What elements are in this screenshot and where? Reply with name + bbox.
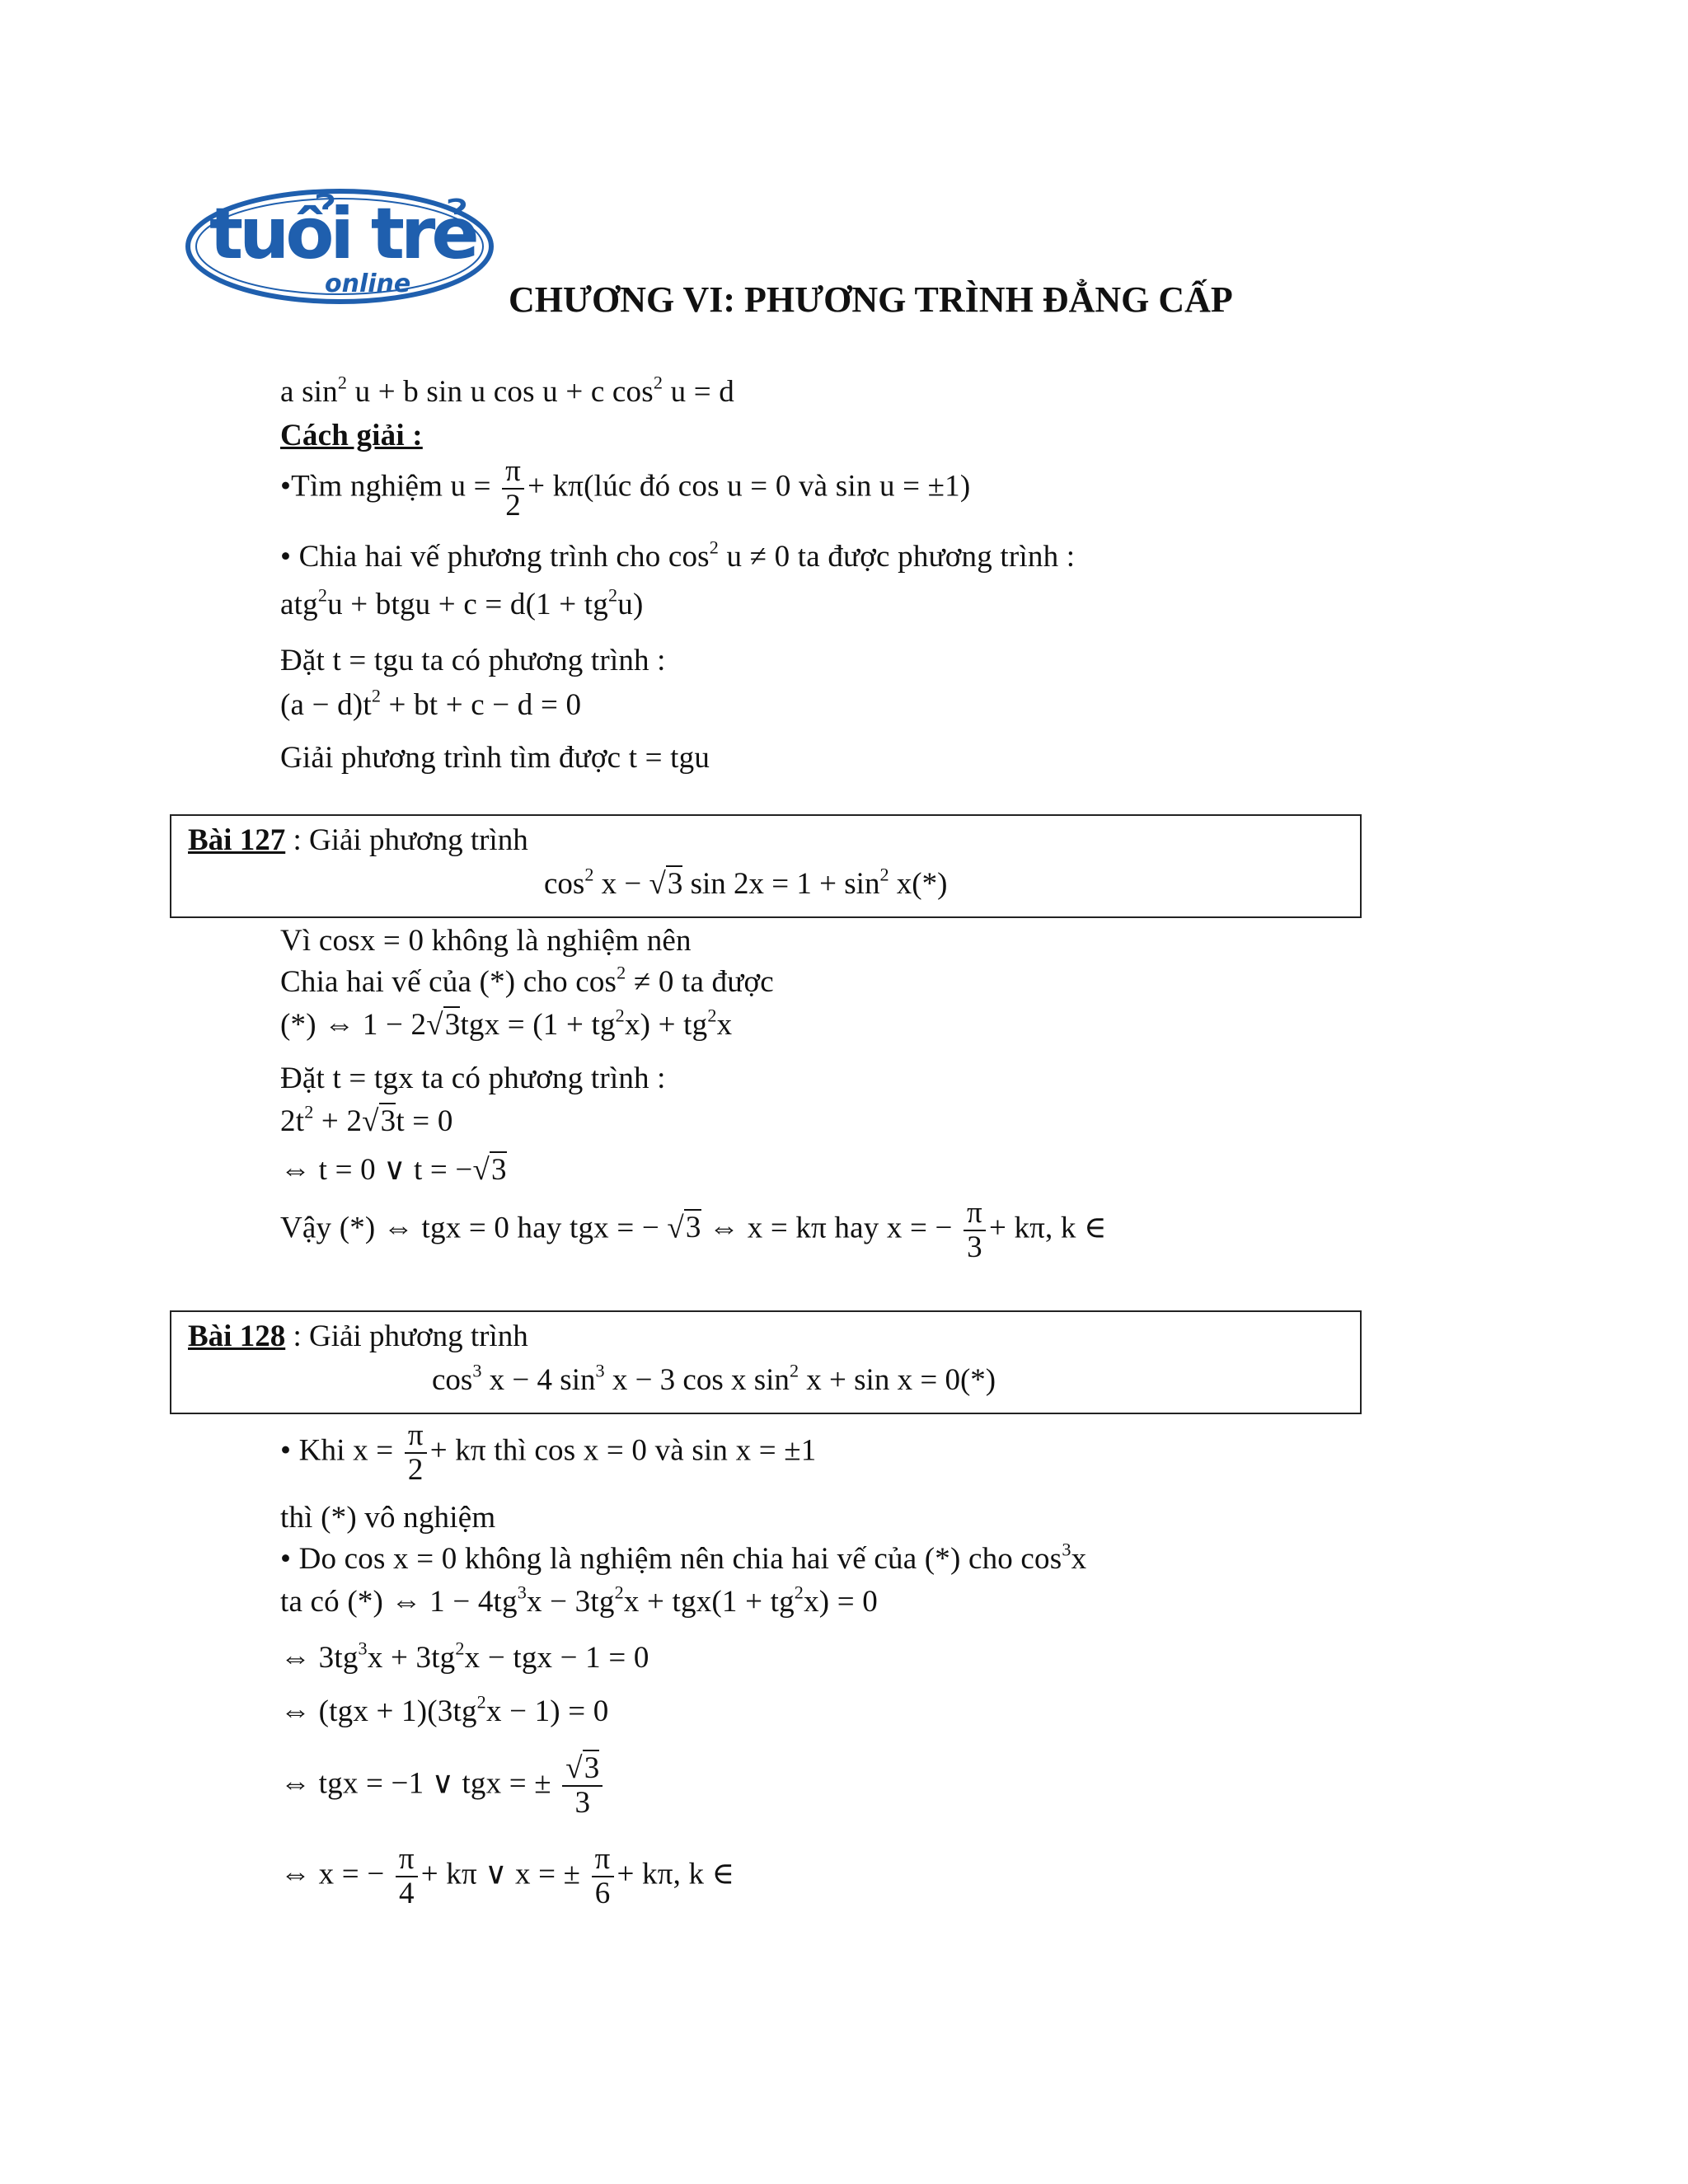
cach-giai-label: Cách giải : xyxy=(280,419,423,452)
bai-127-line-4: Đặt t = tgx ta có phương trình : xyxy=(280,1062,666,1095)
bai-128-step-3: ⇔ tgx = −1 ∨ tgx = ± $\frac{√3}{3}$ xyxy=(280,1752,606,1820)
bai-127-line-1: Vì cosx = 0 không là nghiệm nên xyxy=(280,924,692,958)
logo-sub-text: online xyxy=(325,269,411,298)
bai-128-prompt: Bài 128 : Giải phương trình xyxy=(188,1319,528,1353)
bai-128-khi: • Khi x = $\frac{\pi}{2}$ + kπ thì cos x = 0 và sin x = ±1 xyxy=(280,1418,817,1487)
bai-127-box xyxy=(170,814,1362,918)
bullet-2: • Chia hai vế phương trình cho $\cos^2 u \ne 0$ ta được phương trình : xyxy=(280,537,1076,574)
bai-127-label: Bài 127 xyxy=(188,823,286,857)
bai-127-prompt: Bài 127 : Giải phương trình xyxy=(188,823,528,857)
logo xyxy=(185,188,495,305)
chapter-title: CHƯƠNG VI: PHƯƠNG TRÌNH ĐẲNG CẤP xyxy=(509,279,1233,320)
bai-128-ta-co: ta có (*) ⇔ $1 - 4tg^3x - 3tg^2x + tgx(1 + tg^2x) = 0$ xyxy=(280,1582,878,1619)
bai-128-label: Bài 128 xyxy=(188,1319,286,1353)
bai-127-line-7: Vậy (*) ⇔ tgx = 0 hay tgx = − √3 ⇔ x = kπ hay x = − $\frac{\pi}{3}$ + kπ, k ∈ xyxy=(280,1196,1107,1264)
bai-128-equation: $\cos^3 x - 4$ $\sin^3 x - 3$ cos x $\sin^2 x + \sin x = 0(*)$ xyxy=(432,1360,996,1397)
bai-127-line-5: $2t^2 + 2√3t = 0$ xyxy=(280,1101,453,1138)
equation-t: $(a - d)t^2$ + bt + c − d = 0 xyxy=(280,685,582,722)
bai-127-equation: $\cos^2 x - √3$ $\sin 2x = 1 + \sin^2 x(*)$ xyxy=(544,864,948,901)
bai-128-step-4: ⇔ x = − $\frac{\pi}{4}$ + kπ ∨ x = ± $\frac{\pi}{6}$ + kπ, k ∈ xyxy=(280,1842,735,1910)
bai-127-line-3: (*) ⇔ $1 - 2√3tgx = (1 + tg^2x) + tg^2x$ xyxy=(280,1005,733,1042)
bai-127-line-6: ⇔ t = 0 ∨ t = −√3 xyxy=(280,1153,507,1187)
bullet-1: •Tìm nghiệm u = $\frac{\pi}{2}$ + kπ(lúc đó cos u = 0 và sin u = ±1) xyxy=(280,454,971,523)
logo-main-text: tuổi trẻ xyxy=(209,193,476,275)
general-equation: a $\sin^2 u + b$ sin u cos u + c $\cos^2 u = d$ xyxy=(280,372,734,409)
bai-127-line-2: Chia hai vế của (*) cho $\cos^2 \ne 0$ ta được xyxy=(280,962,774,999)
bai-128-step-2: ⇔ $(tgx + 1)(3tg^2x - 1) = 0$ xyxy=(280,1691,609,1728)
equation-tg: atg$^2$u + btgu + $c = d(1 + tg^2u)$ xyxy=(280,584,644,621)
bai-128-vo-nghiem: thì (*) vô nghiệm xyxy=(280,1501,496,1535)
bai-128-do: • Do cos x = 0 không là nghiệm nên chia hai vế của (*) cho $\cos^3x$ xyxy=(280,1539,1087,1576)
bai-128-step-1: ⇔ $3tg^3x + 3tg^2x$ − tgx − 1 = 0 xyxy=(280,1638,649,1675)
dat-t-line: Đặt t = tgu ta có phương trình : xyxy=(280,644,666,677)
giai-pt-line: Giải phương trình tìm được t = tgu xyxy=(280,741,710,775)
bai-128-box xyxy=(170,1310,1362,1414)
